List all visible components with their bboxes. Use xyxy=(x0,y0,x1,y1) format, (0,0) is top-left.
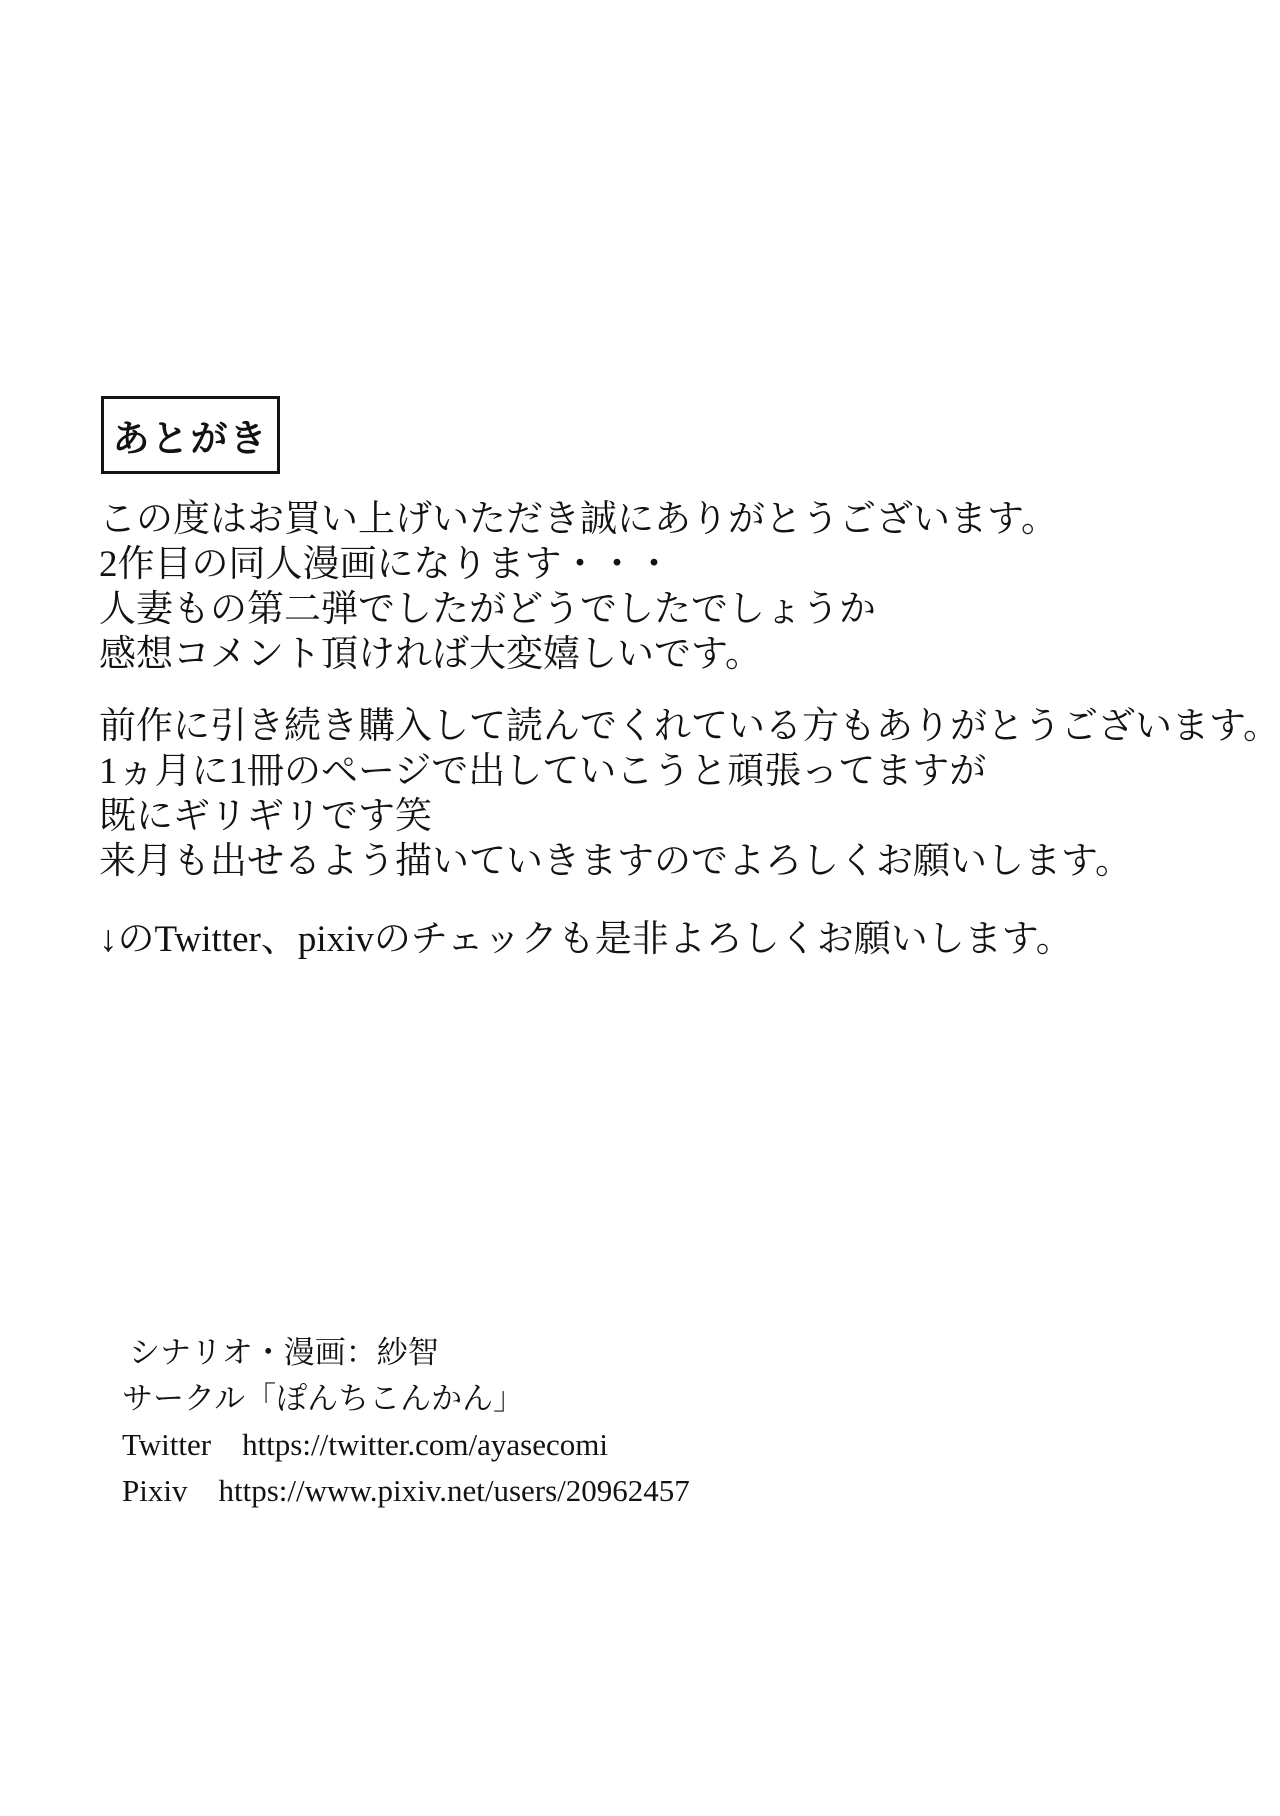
afterword-title-box xyxy=(101,396,280,474)
credits-block xyxy=(122,1330,690,1514)
afterword-title: あとがき xyxy=(112,419,269,460)
body-line: 1ヵ月に1冊のページで出していこうと頑張ってますが xyxy=(99,751,987,792)
body-line: 前作に引き続き購入して読んでくれている方もありがとうございます。 xyxy=(99,706,1280,747)
credit-twitter-url: Twitter https://twitter.com/ayasecomi xyxy=(122,1427,608,1462)
body-line: 来月も出せるよう描いていきますのでよろしくお願いします。 xyxy=(99,841,1133,882)
paragraph-schedule xyxy=(99,704,1280,884)
credit-circle: サークル「ぽんちこんかん」 xyxy=(122,1381,525,1416)
body-line: この度はお買い上げいただき誠にありがとうございます。 xyxy=(99,499,1059,540)
credit-scenario-art: シナリオ・漫画：紗智 xyxy=(129,1335,439,1370)
body-line: ↓のTwitter、pixivのチェックも是非よろしくお願いします。 xyxy=(99,919,1073,960)
paragraph-sns-note xyxy=(99,917,1073,962)
credit-pixiv-url: Pixiv https://www.pixiv.net/users/20962457 xyxy=(122,1473,690,1508)
body-line: 既にギリギリです笑 xyxy=(99,796,432,837)
body-line: 2作目の同人漫画になります・・・ xyxy=(99,544,673,585)
body-line: 人妻もの第二弾でしたがどうでしたでしょうか xyxy=(99,589,876,630)
paragraph-thanks xyxy=(99,497,1058,677)
body-line: 感想コメント頂ければ大変嬉しいです。 xyxy=(99,634,763,675)
